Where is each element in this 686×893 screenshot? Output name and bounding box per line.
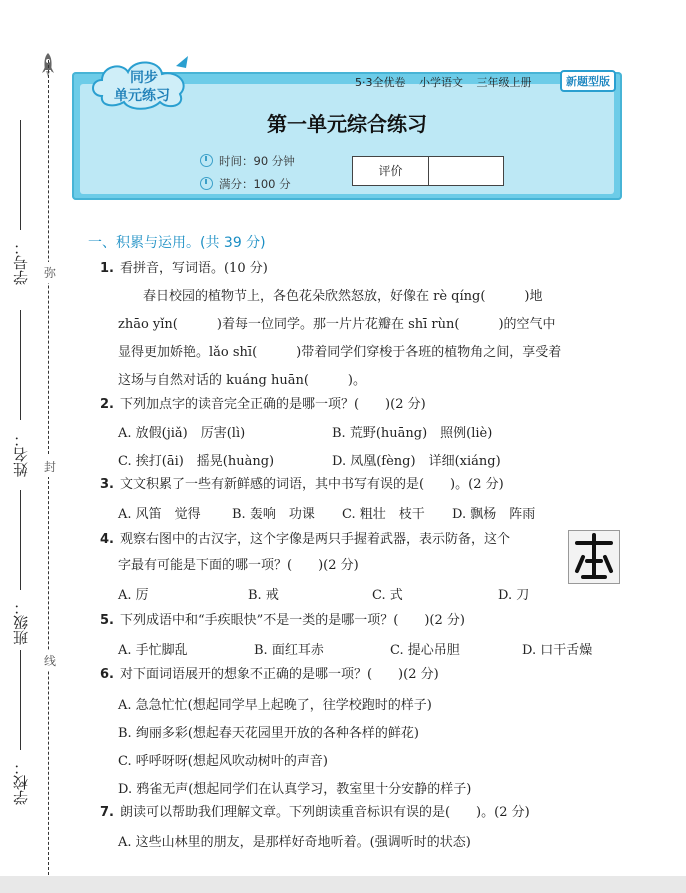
student-number-line[interactable] (20, 120, 21, 230)
q6-option-b[interactable]: B. 绚丽多彩(想起春天花园里开放的各种各样的鲜花) (118, 726, 419, 741)
question-stem: 对下面词语展开的想象不正确的是哪一项？( )(2 分) (119, 667, 439, 682)
section-heading: 一、积累与运用。(共 39 分) (88, 235, 266, 251)
q6-option-a[interactable]: A. 急急忙忙(想起同学早上起晚了，往学校跑时的样子) (118, 698, 432, 713)
score-text: 满分：100 分 (219, 177, 291, 191)
q1-passage-line-4: 这场与自然对话的 kuáng huān( )。 (118, 373, 366, 388)
evaluation-label: 评价 (353, 157, 429, 185)
question-stem: 看拼音，写词语。(10 分) (119, 261, 268, 276)
ancient-character-image (568, 530, 620, 584)
check-circle-icon (200, 177, 213, 190)
q4-option-d[interactable]: D. 刀 (498, 588, 530, 603)
question-number: 3. (100, 477, 114, 492)
q4-stem-line-2: 字最有可能是下面的哪一项？( )(2 分) (118, 558, 359, 573)
q4-option-a[interactable]: A. 厉 (118, 588, 149, 603)
q4-option-b[interactable]: B. 戒 (248, 588, 279, 603)
q3-option-b[interactable]: B. 轰响 功课 (232, 507, 315, 522)
q2-option-d[interactable]: D. 凤凰(fèng) 详细(xiáng) (332, 454, 501, 469)
q5-option-d[interactable]: D. 口干舌燥 (522, 643, 593, 658)
class-line[interactable] (20, 490, 21, 590)
grade-name: 三年级上册 (476, 76, 532, 89)
clock-icon (200, 154, 213, 167)
q6-option-c[interactable]: C. 呼呼呀呀(想起风吹动树叶的声音) (118, 754, 328, 769)
question-5 (100, 612, 465, 630)
q2-option-a[interactable]: A. 放假(jiǎ) 厉害(lì) (118, 426, 246, 441)
edition-badge: 新题型版 (560, 70, 616, 92)
question-stem: 观察右图中的古汉字，这个字像是两只手握着武器，表示防备，这个 (119, 532, 510, 547)
school-label: 学校： (12, 760, 30, 805)
question-stem: 下列成语中和“手疾眼快”不是一类的是哪一项？( )(2 分) (119, 613, 465, 628)
cloud-text-1: 同步 (130, 70, 158, 86)
q5-option-a[interactable]: A. 手忙脚乱 (118, 643, 188, 658)
page-bottom-edge (0, 876, 686, 893)
question-2 (100, 396, 426, 414)
subject-name: 小学语文 (419, 76, 463, 89)
question-3 (100, 476, 504, 494)
q3-option-d[interactable]: D. 飘杨 阵雨 (452, 507, 536, 522)
q2-option-c[interactable]: C. 挨打(āi) 摇晃(huàng) (118, 454, 275, 469)
q5-option-c[interactable]: C. 提心吊胆 (390, 643, 460, 658)
question-stem: 文文积累了一些有新鲜感的词语，其中书写有误的是( )。(2 分) (119, 477, 504, 492)
evaluation-box (352, 156, 504, 186)
time-info (200, 153, 295, 169)
class-label: 班级： (12, 600, 30, 645)
page-title: 第一单元综合练习 (267, 112, 427, 136)
question-4 (100, 531, 510, 549)
ancient-character-icon (569, 531, 619, 583)
question-number: 7. (100, 805, 114, 820)
question-7 (100, 804, 530, 822)
evaluation-field[interactable] (429, 157, 503, 185)
q2-option-b[interactable]: B. 荒野(huāng) 照例(liè) (332, 426, 493, 441)
question-stem: 下列加点字的读音完全正确的是哪一项？( )(2 分) (119, 397, 426, 412)
name-label: 姓名： (12, 432, 30, 477)
student-number-label: 学号： (12, 240, 30, 285)
time-text: 时间：90 分钟 (219, 154, 295, 168)
q7-option-a[interactable]: A. 这些山林里的朋友，是那样好奇地听着。(强调听时的状态) (118, 835, 471, 850)
cloud-text-2: 单元练习 (114, 88, 170, 104)
question-1 (100, 260, 268, 278)
question-6 (100, 666, 439, 684)
question-number: 5. (100, 613, 114, 628)
q4-option-c[interactable]: C. 式 (372, 588, 403, 603)
series-name: 5·3全优卷 (355, 76, 406, 89)
binding-mark-xian: 线 (44, 650, 56, 671)
q6-option-d[interactable]: D. 鸦雀无声(想起同学们在认真学习，教室里十分安静的样子) (118, 782, 472, 797)
series-strip (355, 74, 542, 90)
name-line[interactable] (20, 310, 21, 420)
score-info (200, 176, 291, 192)
q3-option-a[interactable]: A. 风笛 觉得 (118, 507, 201, 522)
q1-passage-line-2: zhāo yǐn( )着每一位同学。那一片片花瓣在 shī rùn( )的空气中 (118, 317, 556, 332)
binding-mark-feng: 封 (44, 456, 56, 477)
cloud-logo (88, 52, 198, 114)
q1-passage-line-3: 显得更加娇艳。lǎo shī( )带着同学们穿梭于各班的植物角之间，享受着 (118, 345, 562, 360)
question-number: 2. (100, 397, 114, 412)
q5-option-b[interactable]: B. 面红耳赤 (254, 643, 324, 658)
binding-mark-mi: 弥 (44, 262, 56, 283)
q3-option-c[interactable]: C. 粗壮 枝干 (342, 507, 425, 522)
question-number: 4. (100, 532, 114, 547)
school-line[interactable] (20, 650, 21, 750)
question-stem: 朗读可以帮助我们理解文章。下列朗读重音标识有误的是( )。(2 分) (119, 805, 530, 820)
q1-passage-line-1: 春日校园的植物节上，各色花朵欣然怒放，好像在 rè qíng( )地 (143, 289, 543, 304)
question-number: 6. (100, 667, 114, 682)
question-number: 1. (100, 261, 114, 276)
